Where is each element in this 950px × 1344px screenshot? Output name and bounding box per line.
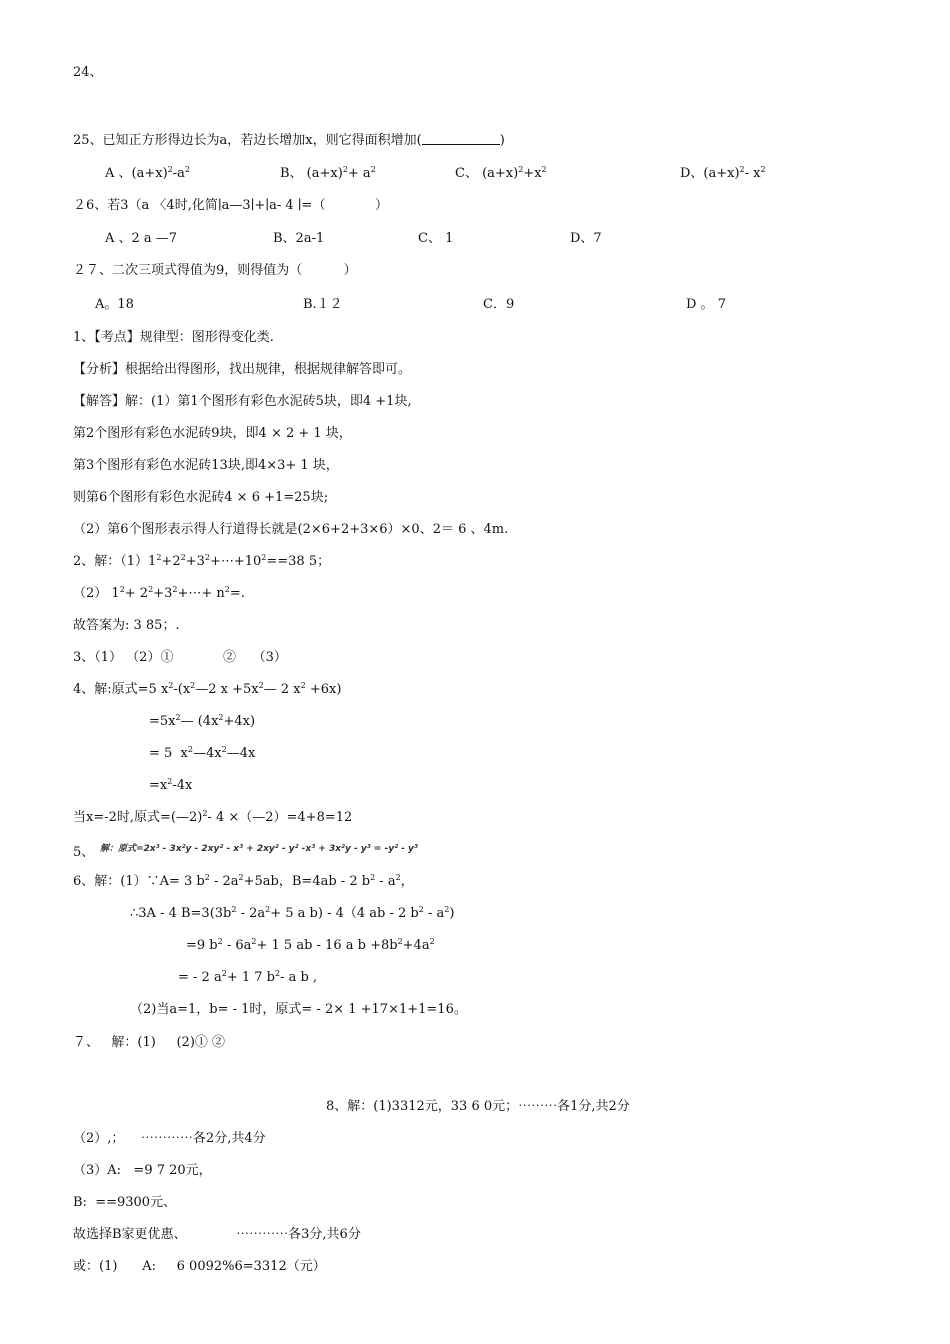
a4-text: - 4 ×（—2）=4+8=12 [207,810,353,825]
a6-text: - a b , [280,970,318,985]
sup: 2 [204,553,210,562]
a4-text: +6x) [305,682,342,697]
a2-text: 2、解：（1）1 [73,554,157,569]
a6-text: ) [449,906,455,921]
q25-d-tail: - x [744,166,761,181]
answer-1-line-6: 则第6个图形有彩色水泥砖4 × 6 +1=25块; [73,490,329,505]
a4-text: — (4x [180,714,219,729]
a6-text: +4a [402,938,430,953]
answer-4-line-2 [149,714,255,730]
sup: 2 [760,165,766,174]
sup: 2 [156,553,162,562]
sup: 2 [265,905,271,914]
sup: 2 [119,585,125,594]
q25-b-tail: + a [347,166,371,181]
q25-d-text: D、(a+x) [680,166,740,181]
a6-text: ∴3A - 4 B=3(3b [130,906,232,921]
q25-a-tail: -a [172,166,185,181]
a4-text: =x [149,778,168,793]
sup: 2 [224,585,230,594]
a6-text: - a [423,906,445,921]
sup: 2 [190,681,196,690]
answer-7: ７、 解：(1) (2)① ② [73,1035,226,1050]
question-27-stem: ２７、二次三项式得值为9，则得值为（ ） [73,263,357,278]
answer-6-line-5: （2)当a=1，b= - 1时，原式= - 2× 1 +17×1+1=16。 [130,1002,467,1017]
a2-text: +⋯+ n [177,586,225,601]
answer-5-formula-image: 解：原式=2x³ - 3x²y - 2xy² - x³ + 2xy² - y² -x³ + 3x²y - y³ = -y² - y³ [100,844,418,854]
answer-6-line-1 [73,874,414,890]
a4-text: +4x) [223,714,256,729]
answer-8-line-6: 或：(1) A: 6 0092%6=3312（元） [73,1259,326,1274]
sup: 2 [168,681,174,690]
answer-1-line-2: 【分析】根据给出得图形，找出规律，根据规律解答即可。 [73,362,412,377]
a4-text: —2 x +5x [195,682,259,697]
sup: 2 [184,165,190,174]
sup: 2 [217,937,223,946]
answer-blank [422,132,500,145]
sup: 2 [258,681,264,690]
sup: 2 [300,681,306,690]
sup: 2 [238,873,244,882]
sup: 2 [221,969,227,978]
a6-text: +5ab，B=4ab - 2 b [243,874,371,889]
a2-text: =. [229,586,245,601]
q27-option-b: B.１２ [303,297,343,312]
sup: 2 [444,905,450,914]
a4-text: —4x [226,746,256,761]
a4-text: = 5 x [149,746,188,761]
answer-1-line-1: 1、【考点】规律型：图形得变化类. [73,330,274,345]
a2-text: +2 [161,554,181,569]
answer-8-line-2: （2）,； ⋯⋯⋯⋯各2分,共4分 [73,1131,266,1146]
sup: 2 [167,777,173,786]
sup: 2 [395,873,401,882]
a6-text: + 5 a b) - 4（4 ab - 2 b [270,906,419,921]
sup: 2 [148,585,154,594]
q26-option-c: C、 1 [418,231,454,246]
answer-2-line-2 [73,586,245,602]
answer-8-line-1: 8、解：(1)3312元，33 6 0元；⋯⋯⋯各1分,共2分 [326,1099,630,1114]
answer-1-line-7: （2）第6个图形表示得人行道得长就是(2×6+2+3×6）×0、2＝ 6 、4m. [73,522,509,537]
answer-1-line-5: 第3个图形有彩色水泥砖13块,即4×3+ 1 块， [73,458,339,473]
answer-5-number: 5、 [73,845,95,860]
q25-b-text: B、 (a+x) [280,166,343,181]
a6-text: = - 2 a [178,970,222,985]
answer-2-line-1 [73,554,330,570]
a6-text: - 2a [236,906,266,921]
sup: 2 [370,873,376,882]
a4-text: -(x [173,682,191,697]
sup: 2 [418,905,424,914]
sup: 2 [541,165,547,174]
answer-3: 3、（1） （2）① ② （3） [73,650,287,665]
answer-6-line-2 [130,906,454,922]
sup: 2 [187,745,193,754]
q25-c-tail: +x [523,166,542,181]
sup: 2 [175,713,181,722]
answer-2-line-3: 故答案为: 3 85；. [73,618,180,633]
sup: 2 [180,553,186,562]
sup: 2 [274,969,281,978]
sup: 2 [218,713,224,722]
sup: 2 [172,585,178,594]
a6-text: ， [400,874,414,889]
sup: 2 [261,553,267,562]
a4-text: =5x [149,714,176,729]
q26-option-d: D、7 [570,231,602,246]
a6-text: =9 b [186,938,218,953]
a6-text: - 2a [209,874,239,889]
a2-text: ==38 5； [266,554,331,569]
question-25-stem [73,132,505,149]
sup: 2 [739,165,745,174]
answer-4-line-1 [73,682,341,698]
a6-text: 6、解：(1）∵A= 3 b [73,874,205,889]
answer-4-line-4 [149,778,192,794]
q25-close: ) [499,133,505,148]
a2-text: （2） 1 [73,586,120,601]
answer-6-line-4 [178,970,317,986]
a2-text: + 2 [124,586,149,601]
q25-option-a [105,166,190,182]
a2-text: +3 [153,586,173,601]
q25-c-text: C、 (a+x) [455,166,519,181]
answer-4-line-5 [73,810,352,826]
q25-a-text: A 、(a+x) [105,166,168,181]
q26-option-b: B、2a-1 [273,231,325,246]
answer-4-line-3 [149,746,255,762]
sup: 2 [429,937,435,946]
question-26-stem: ２6、若3（a 〈4时,化简∣a—3∣+∣a- 4 ∣=（ ） [73,198,389,213]
a6-text: - a [375,874,396,889]
q27-option-c: C．9 [483,297,515,312]
answer-6-line-3 [186,938,435,954]
q25-option-d [680,166,766,182]
answer-1-line-4: 第2个图形有彩色水泥砖9块，即4 × 2 + 1 块， [73,426,352,441]
answer-8-line-3: （3）A: =9 7 20元， [73,1163,212,1178]
q26-option-a: A 、2 a —7 [105,231,178,246]
sup: 2 [397,937,403,946]
q27-option-d: D 。 7 [686,297,726,312]
a6-text: + 1 5 ab - 16 a b +8b [256,938,398,953]
a6-text: - 6a [222,938,252,953]
sup: 2 [202,809,208,818]
sup: 2 [342,165,348,174]
a4-text: 当x=-2时,原式=(—2) [73,810,203,825]
a6-text: + 1 7 b [226,970,275,985]
question-24: 24、 [73,65,103,80]
sup: 2 [221,745,227,754]
q25-option-b [280,166,376,182]
sup: 2 [204,873,210,882]
q25-option-c [455,166,547,182]
q25-stem-text: 25、已知正方形得边长为a，若边长增加x，则它得面积增加( [73,133,422,148]
sup: 2 [370,165,376,174]
a2-text: +⋯+10 [209,554,262,569]
a2-text: +3 [185,554,205,569]
sup: 2 [251,937,257,946]
q27-option-a: A。18 [95,297,134,312]
a4-text: -4x [172,778,193,793]
sup: 2 [167,165,173,174]
sup: 2 [231,905,237,914]
a4-text: — 2 x [263,682,301,697]
a4-text: —4x [193,746,222,761]
answer-8-line-4: B: ==9300元、 [73,1195,177,1210]
sup: 2 [518,165,524,174]
answer-8-line-5: 故选择B家更优惠、 ⋯⋯⋯⋯各3分,共6分 [73,1227,361,1242]
a4-text: 4、解:原式=5 x [73,682,169,697]
answer-1-line-3: 【解答】解：(1）第1个图形有彩色水泥砖5块，即4 +1块, [73,394,412,409]
